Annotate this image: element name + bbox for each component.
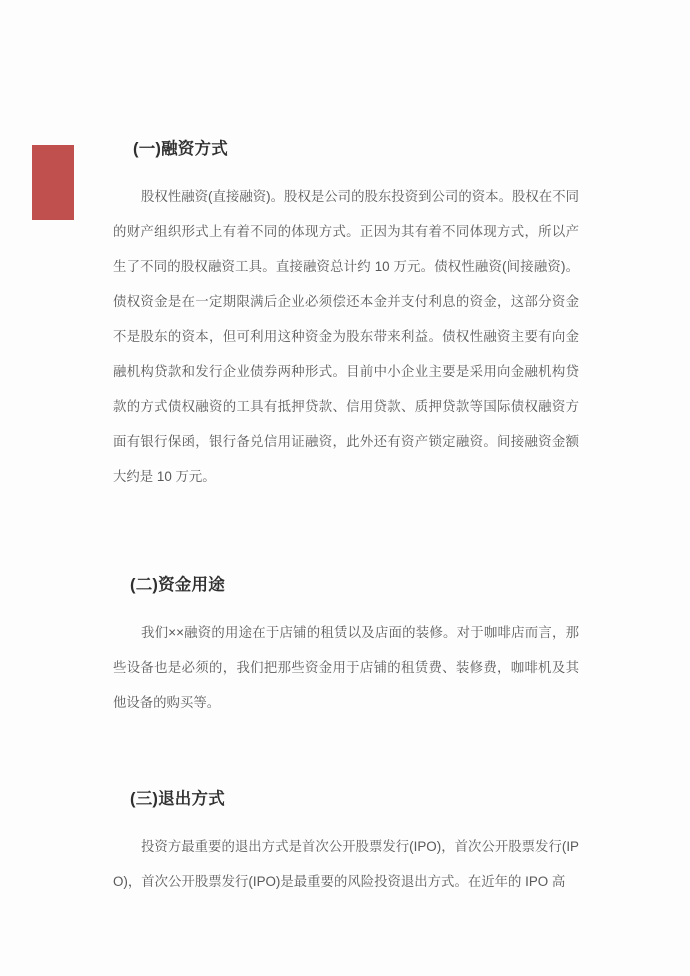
red-accent-block	[32, 145, 74, 220]
section-paragraph-2: 我们××融资的用途在于店铺的租赁以及店面的装修。对于咖啡店而言，那些设备也是必须的，我们把那些资金用于店铺的租赁费、装修费，咖啡机及其他设备的购买等。	[113, 625, 579, 711]
section-paragraph-3: 投资方最重要的退出方式是首次公开股票发行(IPO)，首次公开股票发行(IPO)，首次公开股票发行(IPO)是最重要的风险投资退出方式。在近年的 IPO 高	[113, 839, 579, 890]
document-section	[113, 788, 579, 899]
document-content	[113, 138, 579, 899]
section-spacer	[113, 764, 579, 788]
document-section	[113, 574, 579, 720]
section-heading-3: (三)退出方式	[130, 790, 225, 809]
section-heading-1: (一)融资方式	[133, 140, 228, 158]
section-paragraph-1: 股权性融资(直接融资)。股权是公司的股东投资到公司的资本。股权在不同的财产组织形式上有着不同的体现方式。正因为其有着不同体现方式，所以产生了不同的股权融资工具。直接融资总计约 10 万元。债权性融资(间接融资)。债权资金是在一定期限满后企业必须偿还本金并支付利息的资金，这部分资金不是股东的资本，但可利用这种资金为股东带来利益。债权性融资主要有向金融机构贷款和发行企业债券两种形式。目前中小企业主要是采用向金融机构贷款的方式债权融资的工具有抵押贷款、信用贷款、质押贷款等国际债权融资方面有银行保函，银行备兑信用证融资，此外还有资产锁定融资。间接融资金额大约是 10 万元。	[113, 189, 579, 485]
section-spacer	[113, 538, 579, 574]
document-section	[113, 138, 579, 494]
section-heading-2: (二)资金用途	[130, 576, 225, 595]
